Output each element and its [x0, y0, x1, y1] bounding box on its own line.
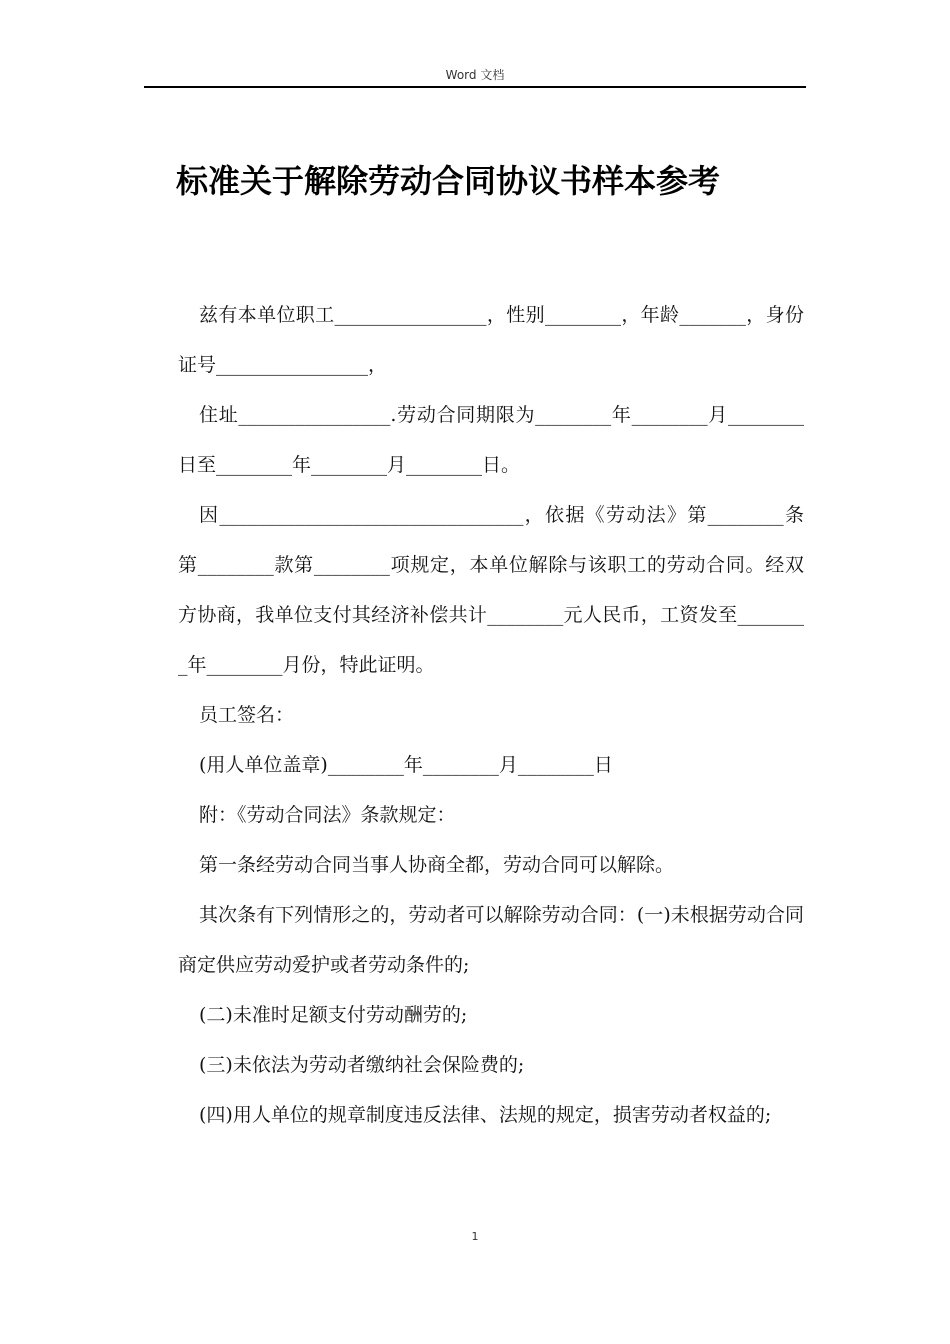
paragraph-clause-2: (二)未准时足额支付劳动酬劳的;: [199, 1004, 468, 1026]
paragraph-address-contract-term: 住址________________.劳动合同期限为________年________月________日至________年________月________日。: [178, 404, 804, 476]
document-header-label: Word 文档: [445, 68, 505, 82]
paragraph-employer-seal: (用人单位盖章)________年________月________日: [199, 754, 613, 776]
document-body: [178, 290, 804, 1140]
header-divider: [144, 86, 806, 88]
paragraph-employee-info: 兹有本单位职工________________，性别________，年龄_______，身份证号________________，: [178, 304, 804, 376]
paragraph-termination-reason: 因________________________________，依据《劳动法》第________条第________款第________项规定，本单位解除与该职工的劳动合同。经双方协商，我单位支付其经济补偿共计________元人民币，工资发至________年________月份，特此证明。: [178, 504, 804, 676]
page-number: 1: [471, 1230, 479, 1243]
paragraph-appendix-heading: 附：《劳动合同法》条款规定：: [199, 804, 456, 826]
paragraph-employee-signature: 员工签名：: [199, 704, 295, 726]
paragraph-article-1: 第一条经劳动合同当事人协商全都，劳动合同可以解除。: [199, 854, 675, 876]
paragraph-clause-4: (四)用人单位的规章制度违反法律、法规的规定，损害劳动者权益的;: [199, 1104, 772, 1126]
document-title: 标准关于解除劳动合同协议书样本参考: [176, 162, 721, 200]
paragraph-clause-3: (三)未依法为劳动者缴纳社会保险费的;: [199, 1054, 525, 1076]
paragraph-article-2: 其次条有下列情形之的，劳动者可以解除劳动合同：(一)未根据劳动合同商定供应劳动爱护或者劳动条件的;: [178, 904, 804, 976]
